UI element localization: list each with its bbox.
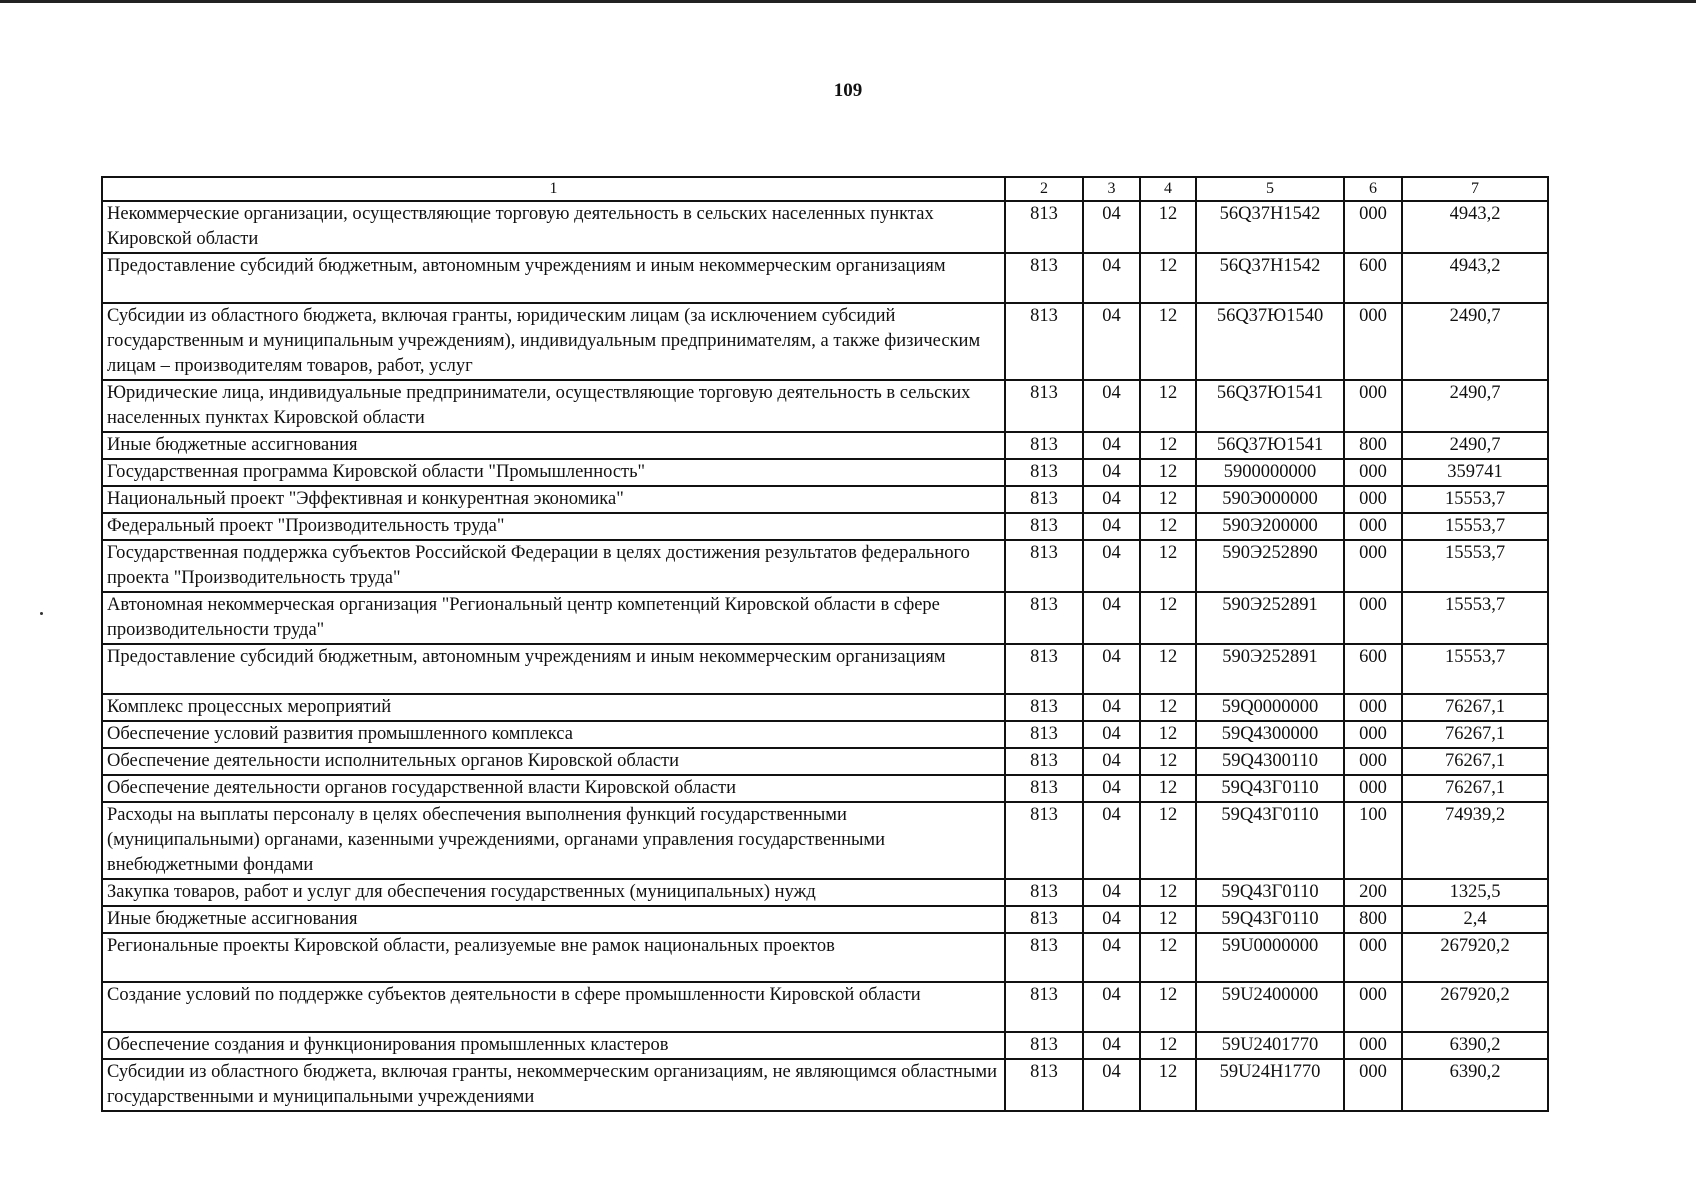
row-name: Обеспечение деятельности органов государственной власти Кировской области	[102, 775, 1005, 802]
row-amount: 4943,2	[1402, 201, 1548, 253]
row-name: Некоммерческие организации, осуществляющие торговую деятельность в сельских населенных пунктах Кировской области	[102, 201, 1005, 253]
budget-table	[101, 176, 1549, 1112]
row-name: Национальный проект "Эффективная и конкурентная экономика"	[102, 486, 1005, 513]
row-name: Государственная поддержка субъектов Российской Федерации в целях достижения результатов федерального проекта "Производительность труда"	[102, 540, 1005, 592]
row-subsection: 12	[1140, 775, 1196, 802]
header-cell: 3	[1083, 177, 1140, 201]
row-section: 04	[1083, 592, 1140, 644]
row-subsection: 12	[1140, 933, 1196, 982]
row-name: Предоставление субсидий бюджетным, автономным учреждениям и иным некоммерческим организациям	[102, 253, 1005, 303]
row-expense-type: 000	[1344, 540, 1402, 592]
row-expense-type: 600	[1344, 644, 1402, 694]
row-expense-type: 000	[1344, 1059, 1402, 1111]
row-target-article: 59U0000000	[1196, 933, 1344, 982]
row-name: Расходы на выплаты персоналу в целях обеспечения выполнения функций государственными (муниципальными) органами, казенными учреждениями, органами управления государственными внебюджетными фондами	[102, 802, 1005, 879]
row-section: 04	[1083, 253, 1140, 303]
row-expense-type: 600	[1344, 253, 1402, 303]
row-target-article: 59Q43Г0110	[1196, 775, 1344, 802]
table-row	[102, 879, 1548, 906]
header-cell: 1	[102, 177, 1005, 201]
table-row	[102, 486, 1548, 513]
row-target-article: 59U24H1770	[1196, 1059, 1344, 1111]
row-ved-code: 813	[1005, 694, 1083, 721]
row-target-article: 590Э200000	[1196, 513, 1344, 540]
row-target-article: 59Q43Г0110	[1196, 906, 1344, 933]
row-target-article: 5900000000	[1196, 459, 1344, 486]
table-row	[102, 721, 1548, 748]
row-target-article: 56Q37H1542	[1196, 253, 1344, 303]
row-subsection: 12	[1140, 1059, 1196, 1111]
row-ved-code: 813	[1005, 721, 1083, 748]
row-section: 04	[1083, 459, 1140, 486]
row-name: Обеспечение деятельности исполнительных органов Кировской области	[102, 748, 1005, 775]
table-row	[102, 459, 1548, 486]
table-row	[102, 1032, 1548, 1059]
row-section: 04	[1083, 982, 1140, 1032]
row-name: Региональные проекты Кировской области, реализуемые вне рамок национальных проектов	[102, 933, 1005, 982]
page-top-edge	[0, 0, 1696, 3]
row-subsection: 12	[1140, 1032, 1196, 1059]
row-ved-code: 813	[1005, 540, 1083, 592]
row-ved-code: 813	[1005, 380, 1083, 432]
row-amount: 15553,7	[1402, 592, 1548, 644]
row-name: Иные бюджетные ассигнования	[102, 906, 1005, 933]
table-row	[102, 982, 1548, 1032]
row-name: Субсидии из областного бюджета, включая гранты, некоммерческим организациям, не являющимся областными государственными и муниципальными учреждениями	[102, 1059, 1005, 1111]
row-ved-code: 813	[1005, 253, 1083, 303]
row-section: 04	[1083, 540, 1140, 592]
row-section: 04	[1083, 201, 1140, 253]
row-amount: 6390,2	[1402, 1032, 1548, 1059]
row-amount: 4943,2	[1402, 253, 1548, 303]
row-ved-code: 813	[1005, 802, 1083, 879]
row-subsection: 12	[1140, 906, 1196, 933]
row-name: Иные бюджетные ассигнования	[102, 432, 1005, 459]
row-name: Закупка товаров, работ и услуг для обеспечения государственных (муниципальных) нужд	[102, 879, 1005, 906]
row-section: 04	[1083, 486, 1140, 513]
row-target-article: 590Э000000	[1196, 486, 1344, 513]
header-cell: 2	[1005, 177, 1083, 201]
row-target-article: 59U2401770	[1196, 1032, 1344, 1059]
row-amount: 2,4	[1402, 906, 1548, 933]
row-expense-type: 000	[1344, 513, 1402, 540]
header-cell: 5	[1196, 177, 1344, 201]
row-section: 04	[1083, 380, 1140, 432]
row-expense-type: 000	[1344, 1032, 1402, 1059]
row-target-article: 59Q0000000	[1196, 694, 1344, 721]
header-cell: 4	[1140, 177, 1196, 201]
table-row	[102, 775, 1548, 802]
table-row	[102, 253, 1548, 303]
row-subsection: 12	[1140, 802, 1196, 879]
row-ved-code: 813	[1005, 1032, 1083, 1059]
row-section: 04	[1083, 513, 1140, 540]
row-ved-code: 813	[1005, 201, 1083, 253]
row-section: 04	[1083, 694, 1140, 721]
table-row	[102, 644, 1548, 694]
table-row	[102, 592, 1548, 644]
row-expense-type: 000	[1344, 486, 1402, 513]
row-section: 04	[1083, 644, 1140, 694]
row-subsection: 12	[1140, 748, 1196, 775]
table-row	[102, 906, 1548, 933]
row-subsection: 12	[1140, 303, 1196, 380]
row-amount: 15553,7	[1402, 540, 1548, 592]
row-subsection: 12	[1140, 253, 1196, 303]
row-subsection: 12	[1140, 592, 1196, 644]
row-ved-code: 813	[1005, 982, 1083, 1032]
row-section: 04	[1083, 933, 1140, 982]
row-amount: 1325,5	[1402, 879, 1548, 906]
row-name: Федеральный проект "Производительность труда"	[102, 513, 1005, 540]
row-subsection: 12	[1140, 879, 1196, 906]
row-target-article: 59U2400000	[1196, 982, 1344, 1032]
row-name: Предоставление субсидий бюджетным, автономным учреждениям и иным некоммерческим организациям	[102, 644, 1005, 694]
table-row	[102, 303, 1548, 380]
row-subsection: 12	[1140, 380, 1196, 432]
row-expense-type: 000	[1344, 748, 1402, 775]
row-amount: 15553,7	[1402, 644, 1548, 694]
row-ved-code: 813	[1005, 1059, 1083, 1111]
row-name: Юридические лица, индивидуальные предприниматели, осуществляющие торговую деятельность в сельских населенных пунктах Кировской области	[102, 380, 1005, 432]
row-expense-type: 000	[1344, 694, 1402, 721]
row-amount: 6390,2	[1402, 1059, 1548, 1111]
row-expense-type: 000	[1344, 775, 1402, 802]
row-ved-code: 813	[1005, 775, 1083, 802]
row-expense-type: 000	[1344, 982, 1402, 1032]
row-ved-code: 813	[1005, 748, 1083, 775]
row-ved-code: 813	[1005, 906, 1083, 933]
row-subsection: 12	[1140, 201, 1196, 253]
row-amount: 267920,2	[1402, 933, 1548, 982]
row-target-article: 590Э252890	[1196, 540, 1344, 592]
row-ved-code: 813	[1005, 644, 1083, 694]
row-name: Субсидии из областного бюджета, включая гранты, юридическим лицам (за исключением субсидий государственным и муниципальным учреждениям), индивидуальным предпринимателям, а также физическим лицам – производителям товаров, работ, услуг	[102, 303, 1005, 380]
row-target-article: 56Q37H1542	[1196, 201, 1344, 253]
scan-mark	[40, 612, 43, 615]
row-target-article: 590Э252891	[1196, 644, 1344, 694]
row-target-article: 56Q37Ю1540	[1196, 303, 1344, 380]
row-section: 04	[1083, 721, 1140, 748]
table-row	[102, 1059, 1548, 1111]
row-amount: 15553,7	[1402, 486, 1548, 513]
row-subsection: 12	[1140, 486, 1196, 513]
header-cell: 6	[1344, 177, 1402, 201]
row-expense-type: 200	[1344, 879, 1402, 906]
row-expense-type: 000	[1344, 303, 1402, 380]
row-amount: 76267,1	[1402, 775, 1548, 802]
table-row	[102, 201, 1548, 253]
row-target-article: 59Q43Г0110	[1196, 879, 1344, 906]
row-amount: 76267,1	[1402, 694, 1548, 721]
row-name: Создание условий по поддержке субъектов деятельности в сфере промышленности Кировской области	[102, 982, 1005, 1032]
row-expense-type: 000	[1344, 380, 1402, 432]
row-target-article: 590Э252891	[1196, 592, 1344, 644]
row-amount: 74939,2	[1402, 802, 1548, 879]
row-expense-type: 800	[1344, 432, 1402, 459]
row-name: Комплекс процессных мероприятий	[102, 694, 1005, 721]
row-expense-type: 000	[1344, 592, 1402, 644]
header-cell: 7	[1402, 177, 1548, 201]
row-ved-code: 813	[1005, 432, 1083, 459]
row-name: Государственная программа Кировской области "Промышленность"	[102, 459, 1005, 486]
row-expense-type: 100	[1344, 802, 1402, 879]
row-ved-code: 813	[1005, 513, 1083, 540]
table-header-row	[102, 177, 1548, 201]
table-row	[102, 380, 1548, 432]
row-subsection: 12	[1140, 644, 1196, 694]
row-ved-code: 813	[1005, 933, 1083, 982]
row-amount: 359741	[1402, 459, 1548, 486]
row-subsection: 12	[1140, 694, 1196, 721]
table-row	[102, 933, 1548, 982]
row-section: 04	[1083, 432, 1140, 459]
row-expense-type: 000	[1344, 933, 1402, 982]
row-expense-type: 000	[1344, 201, 1402, 253]
row-ved-code: 813	[1005, 592, 1083, 644]
row-section: 04	[1083, 775, 1140, 802]
row-amount: 76267,1	[1402, 748, 1548, 775]
table-row	[102, 694, 1548, 721]
row-amount: 267920,2	[1402, 982, 1548, 1032]
row-amount: 2490,7	[1402, 303, 1548, 380]
row-section: 04	[1083, 303, 1140, 380]
row-subsection: 12	[1140, 982, 1196, 1032]
row-target-article: 56Q37Ю1541	[1196, 432, 1344, 459]
row-ved-code: 813	[1005, 303, 1083, 380]
row-subsection: 12	[1140, 721, 1196, 748]
table-row	[102, 432, 1548, 459]
row-ved-code: 813	[1005, 486, 1083, 513]
row-section: 04	[1083, 906, 1140, 933]
row-amount: 76267,1	[1402, 721, 1548, 748]
table-row	[102, 540, 1548, 592]
table-row	[102, 748, 1548, 775]
row-section: 04	[1083, 802, 1140, 879]
row-expense-type: 000	[1344, 459, 1402, 486]
row-name: Обеспечение создания и функционирования промышленных кластеров	[102, 1032, 1005, 1059]
table-row	[102, 513, 1548, 540]
row-amount: 15553,7	[1402, 513, 1548, 540]
row-section: 04	[1083, 879, 1140, 906]
row-name: Обеспечение условий развития промышленного комплекса	[102, 721, 1005, 748]
table-body	[102, 201, 1548, 1111]
row-target-article: 59Q43Г0110	[1196, 802, 1344, 879]
row-name: Автономная некоммерческая организация "Региональный центр компетенций Кировской области в сфере производительности труда"	[102, 592, 1005, 644]
row-expense-type: 800	[1344, 906, 1402, 933]
row-amount: 2490,7	[1402, 432, 1548, 459]
row-expense-type: 000	[1344, 721, 1402, 748]
page-number: 109	[833, 80, 863, 101]
row-subsection: 12	[1140, 459, 1196, 486]
row-target-article: 59Q4300000	[1196, 721, 1344, 748]
row-ved-code: 813	[1005, 459, 1083, 486]
table-row	[102, 802, 1548, 879]
row-subsection: 12	[1140, 540, 1196, 592]
row-subsection: 12	[1140, 513, 1196, 540]
row-target-article: 59Q4300110	[1196, 748, 1344, 775]
row-amount: 2490,7	[1402, 380, 1548, 432]
row-section: 04	[1083, 1059, 1140, 1111]
row-subsection: 12	[1140, 432, 1196, 459]
row-section: 04	[1083, 748, 1140, 775]
row-ved-code: 813	[1005, 879, 1083, 906]
row-target-article: 56Q37Ю1541	[1196, 380, 1344, 432]
row-section: 04	[1083, 1032, 1140, 1059]
